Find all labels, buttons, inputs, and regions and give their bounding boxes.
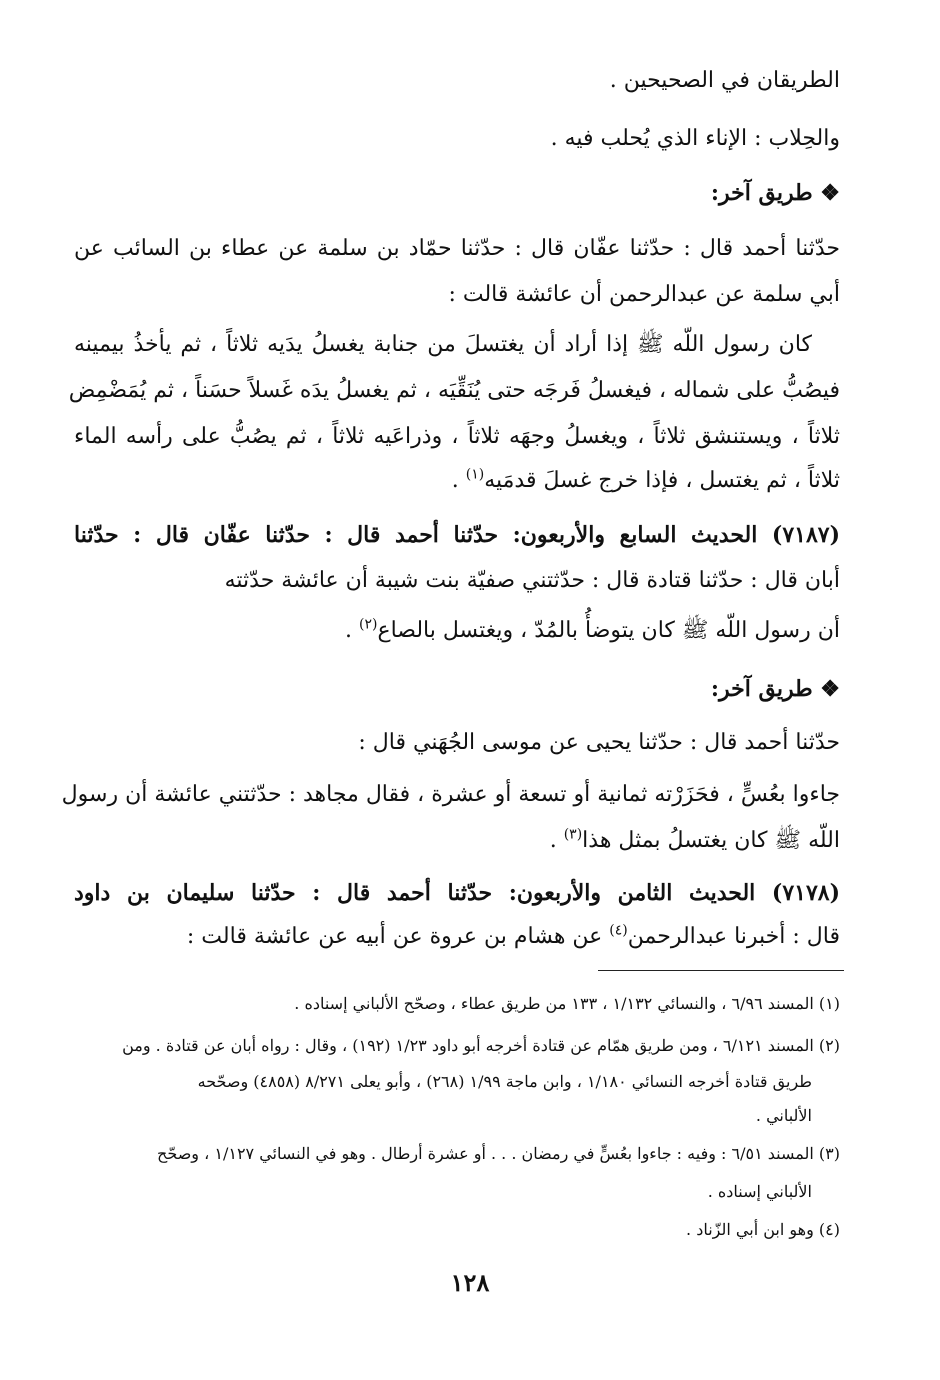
footnote-line: الألباني . (755, 1106, 812, 1125)
footnote-line: (٢) المسند ٦/١٢١ ، ومن طريق همّام عن قتادة أخرجه أبو داود ١/٢٣ (١٩٢) ، وقال : رواه أبان عن قتادة . ومن (122, 1036, 840, 1055)
footnote-line: (٤) وهو ابن أبي الزّناد . (686, 1220, 840, 1239)
footnote-marker: (٢) (358, 616, 378, 633)
footnote-marker: (٤) (609, 922, 628, 939)
text-line: والحِلاب : الإناء الذي يُحلب فيه . (550, 126, 840, 151)
footnote-line: (١) المسند ٦/٩٦ ، والنسائي ١/١٣٢ ، ١٣٣ من طريق عطاء ، وصحّح الألباني إسناده . (294, 994, 840, 1013)
footnote-marker: (١) (465, 466, 485, 483)
text-line: ثلاثاً ، ويستنشق ثلاثاً ، ويغسلُ وجهَه ثلاثاً ، وذراعَيه ثلاثاً ، ثم يصُبُّ على رأسه الماء (74, 424, 840, 449)
text-line: كان رسول اللّه ﷺ إذا أراد أن يغتسلَ من جنابة يغسلُ يدَيه ثلاثاً ، ثم يأخذُ بيمينه (74, 332, 812, 357)
section-heading: ❖ طريق آخر: (710, 180, 840, 206)
text-line: حدّثنا أحمد قال : حدّثنا عفّان قال : حدّثنا حمّاد بن سلمة عن عطاء بن السائب عن (74, 236, 840, 261)
text-line: الطريقان في الصحيحين . (609, 68, 840, 93)
text-line: ثلاثاً ، ثم يغتسل ، فإذا خرج غسلَ قدمَيه$^{(١)}$ . (451, 466, 840, 493)
text-line: أبي سلمة عن عبدالرحمن أن عائشة قالت : (448, 282, 840, 307)
section-heading: ❖ طريق آخر: (710, 676, 840, 702)
hadith-heading: (٧١٧٨) الحديث الثامن والأربعون: حدّثنا أحمد قال : حدّثنا سليمان بن داود (74, 880, 840, 906)
text-line: أن رسول اللّه ﷺ كان يتوضأُ بالمُدّ ، ويغتسل بالصاع$^{(٢)}$ . (344, 616, 840, 643)
footnote-marker: (٣) (563, 826, 583, 843)
footnote-line: طريق قتادة أخرجه النسائي ١/١٨٠ ، وابن ماجة ١/٩٩ (٢٦٨) ، وأبو يعلى ٨/٢٧١ (٤٨٥٨) وصحّحه (197, 1072, 812, 1091)
text-line: اللّه ﷺ كان يغتسلُ بمثل هذا$^{(٣)}$ . (549, 826, 840, 853)
text-line: جاءوا بعُسٍّ ، فحَزَرْته ثمانية أو تسعة أو عشرة ، فقال مجاهد : حدّثتني عائشة أن رسول (61, 782, 840, 807)
hadith-heading: (٧١٨٧) الحديث السابع والأربعون: حدّثنا أحمد قال : حدّثنا عفّان قال : حدّثنا (74, 522, 840, 548)
text-line: فيصُبُّ على شماله ، فيغسلُ فَرجَه حتى يُنَقِّيَه ، ثم يغسلُ يدَه غَسلاً حسَناً ، ثم يُمَضْمِض (68, 378, 840, 403)
text-line: حدّثنا أحمد قال : حدّثنا يحيى عن موسى الجُهَني قال : (358, 730, 840, 755)
footnote-line: الألباني إسناده . (707, 1182, 812, 1201)
footnote-separator (598, 970, 844, 971)
text-line: أبان قال : حدّثنا قتادة قال : حدّثتني صفيّة بنت شيبة أن عائشة حدّثته (224, 568, 840, 593)
page-number: ١٢٨ (450, 1268, 490, 1297)
text-line: قال : أخبرنا عبدالرحمن$^{(٤)}$ عن هشام بن عروة عن أبيه عن عائشة قالت : (186, 922, 840, 949)
footnote-line: (٣) المسند ٦/٥١ : وفيه : جاءوا بعُسٍّ في رمضان . . . أو عشرة أرطال . وهو في النسائي ١/١٢٧ ، وصحّح (157, 1144, 840, 1163)
